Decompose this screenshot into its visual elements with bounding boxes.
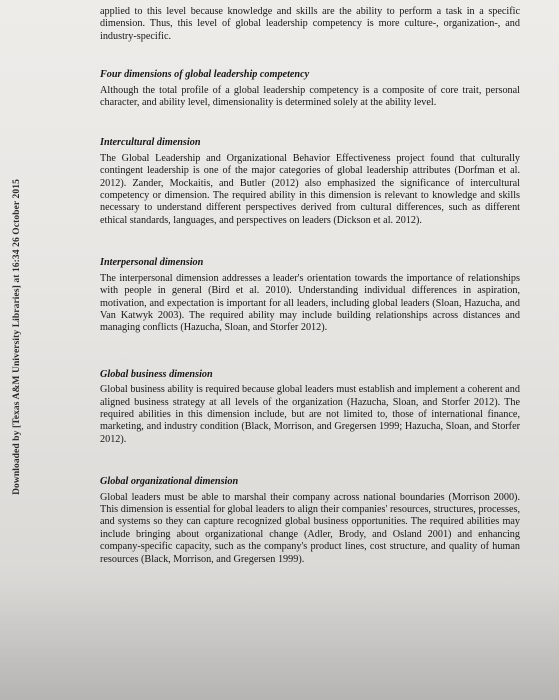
section-heading: Global organizational dimension xyxy=(100,476,239,488)
section-interpersonal xyxy=(100,257,520,334)
section-heading: Intercultural dimension xyxy=(100,137,201,149)
section-global-organizational xyxy=(100,476,520,566)
section-global-business xyxy=(100,369,520,446)
section-heading: Four dimensions of global leadership competency xyxy=(100,69,310,81)
section-body: Global leaders must be able to marshal their company across national boundaries (Morrison 2000). This dimension is essential for global leaders to align their companies' resources, structures, processes, and systems so they can capture recognized global business opportunities. The required abilities may include bringing about organizational change (Adler, Brody, and Osland 2001) and enhancing company-specific capacity, such as the company's product lines, cost structure, and quality of human resources (Black, Morrison, and Gregersen 1999). xyxy=(100,491,520,565)
photo-shadow xyxy=(0,580,559,700)
intro-paragraph: applied to this level because knowledge and skills are the ability to perform a task in a specific dimension. Thus, this level of global leadership competency is more culture-, organization-, and industry-specific. xyxy=(100,6,520,42)
section-four-dimensions xyxy=(100,69,520,109)
document-body xyxy=(100,6,520,566)
section-intercultural xyxy=(100,137,520,227)
section-heading: Interpersonal dimension xyxy=(100,257,204,269)
section-body: The Global Leadership and Organizational Behavior Effectiveness project found that culturally contingent leadership is one of the major categories of global leadership attributes (Dorfman et al. 2012). Zander, Mockaitis, and Butler (2012) also emphasized the significance of intercultural competency or dimension. The required ability in this dimension is relevant to knowledge and skills necessary to understand different perspectives derived from cultural differences, such as different ethical standards, languages, and perspectives on leaders (Dickson et al. 2012). xyxy=(100,152,520,226)
download-watermark: Downloaded by [Texas A&M University Libraries] at 16:34 26 October 2015 xyxy=(12,179,22,495)
section-body: Although the total profile of a global leadership competency is a composite of core trait, personal character, and ability level, dimensionality is determined solely at the ability level. xyxy=(100,84,520,109)
section-body: The interpersonal dimension addresses a leader's orientation towards the importance of relationships with people in general (Bird et al. 2010). Understanding individual differences in aspiration, motivation, and expectation is important for all leaders, including global leaders (Sloan, Hazucha, and Van Katwyk 2003). The required ability may include building relationships across distances and managing conflicts (Hazucha, Sloan, and Storfer 2012). xyxy=(100,272,520,334)
section-heading: Global business dimension xyxy=(100,368,213,380)
section-body: Global business ability is required because global leaders must establish and implement a coherent and aligned business strategy at all levels of the organization (Hazucha, Sloan, and Storfer 2012). The required abilities in this dimension include, but are not limited to, those of international finance, marketing, and industry condition (Black, Morrison, and Gregersen 1999; Hazucha, Sloan, and Storfer 2012). xyxy=(100,384,520,445)
